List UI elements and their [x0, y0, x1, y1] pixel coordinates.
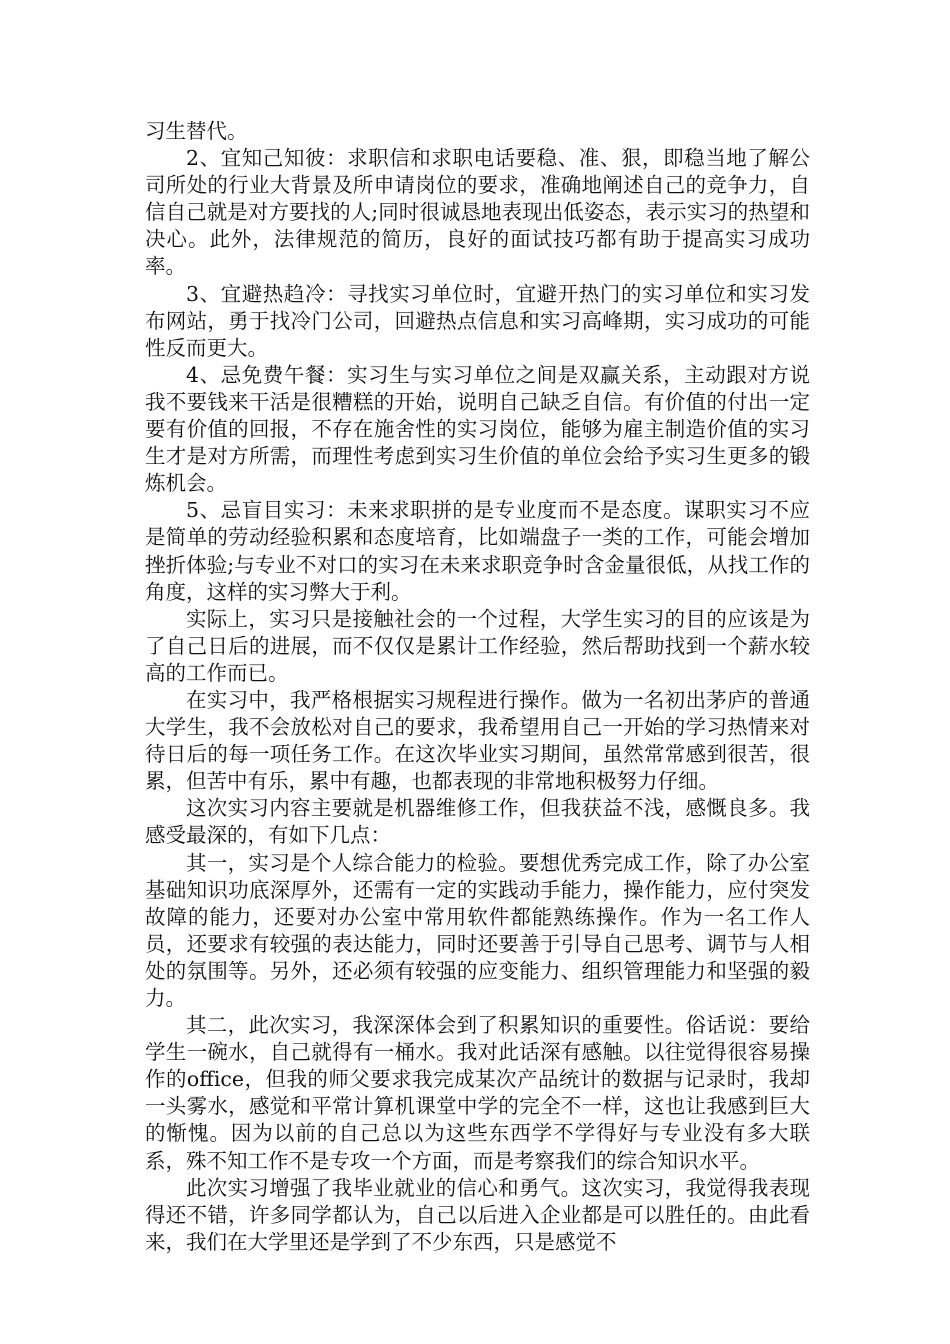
paragraph-tip-5: 5、忌盲目实习：未来求职拼的是专业度而不是态度。谋职实习不应是简单的劳动经验积累和态度培育，比如端盘子一类的工作，可能会增加挫折体验;与专业不对口的实习在未来求职竞争时含金量很低，从找工作的角度，这样的实习弊大于利。	[145, 498, 810, 604]
paragraph-continuation: 习生替代。	[145, 119, 248, 143]
paragraph-confidence: 此次实习增强了我毕业就业的信心和勇气。这次实习，我觉得我表现得还不错，许多同学都认为，自己以后进入企业都是可以胜任的。由此看来，我们在大学里还是学到了不少东西，只是感觉不	[145, 1175, 810, 1254]
paragraph-point-1: 其一，实习是个人综合能力的检验。要想优秀完成工作，除了办公室基础知识功底深厚外，还需有一定的实践动手能力，操作能力，应付突发故障的能力，还要对办公室中常用软件都能熟练操作。作为一名工作人员，还要求有较强的表达能力，同时还要善于引导自己思考、调节与人相处的氛围等。另外，还必须有较强的应变能力、组织管理能力和坚强的毅力。	[145, 850, 810, 1010]
paragraph-point-2: 其二，此次实习，我深深体会到了积累知识的重要性。俗话说：要给学生一碗水，自己就得有一桶水。我对此话深有感触。以往觉得很容易操作的office，但我的师父要求我完成某次产品统计的数据与记录时，我却一头雾水，感觉和平常计算机课堂中学的完全不一样，这也让我感到巨大的惭愧。因为以前的自己总以为这些东西学不学得好与专业没有多大联系，殊不知工作不是专攻一个方面，而是考察我们的综合知识水平。	[145, 1013, 810, 1173]
paragraph-internship-content: 这次实习内容主要就是机器维修工作，但我获益不浅，感慨良多。我感受最深的，有如下几点：	[145, 796, 810, 848]
document-body	[145, 118, 810, 1256]
paragraph-internship-attitude: 在实习中，我严格根据实习规程进行操作。做为一名初出茅庐的普通大学生，我不会放松对自己的要求，我希望用自己一开始的学习热情来对待日后的每一项任务工作。在这次毕业实习期间，虽然常常感到很苦，很累，但苦中有乐，累中有趣，也都表现的非常地积极努力仔细。	[145, 687, 810, 794]
paragraph-tip-3: 3、宜避热趋冷：寻找实习单位时，宜避开热门的实习单位和实习发布网站，勇于找冷门公司，回避热点信息和实习高峰期，实习成功的可能性反而更大。	[145, 281, 810, 360]
paragraph-summary: 实际上，实习只是接触社会的一个过程，大学生实习的目的应该是为了自己日后的进展，而不仅仅是累计工作经验，然后帮助找到一个薪水较高的工作而已。	[145, 606, 810, 685]
paragraph-tip-4: 4、忌免费午餐：实习生与实习单位之间是双赢关系，主动跟对方说我不要钱来干活是很糟糕的开始，说明自己缺乏自信。有价值的付出一定要有价值的回报，不存在施舍性的实习岗位，能够为雇主制造价值的实习生才是对方所需，而理性考虑到实习生价值的单位会给予实习生更多的锻炼机会。	[145, 362, 810, 496]
paragraph-tip-2: 2、宜知己知彼：求职信和求职电话要稳、准、狠，即稳当地了解公司所处的行业大背景及所申请岗位的要求，准确地阐述自己的竞争力，自信自己就是对方要找的人;同时很诚恳地表现出低姿态，表示实习的热望和决心。此外，法律规范的简历，良好的面试技巧都有助于提高实习成功率。	[145, 146, 810, 279]
